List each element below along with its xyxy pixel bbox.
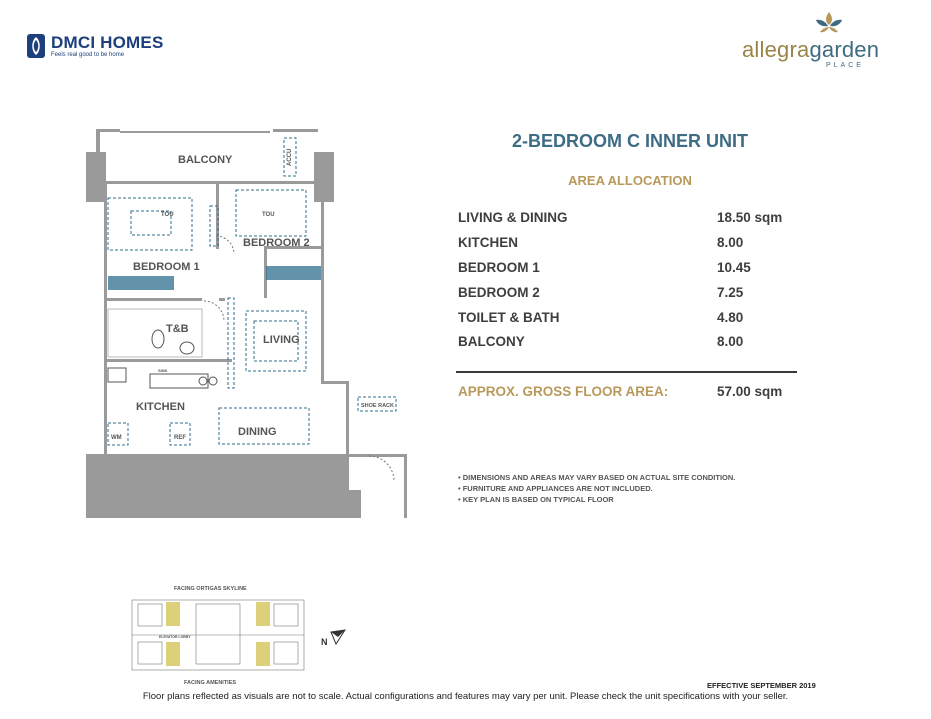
unit-floor-plan xyxy=(86,126,408,518)
key-plan xyxy=(126,586,316,686)
gross-floor-area-value: 57.00 sqm xyxy=(717,384,783,399)
area-label: BEDROOM 2 xyxy=(458,285,540,300)
area-row-bedroom1 xyxy=(458,260,798,278)
leaf-emblem-icon xyxy=(811,10,847,38)
north-label: N xyxy=(321,637,328,647)
gross-floor-area-row xyxy=(458,384,798,402)
area-label: BEDROOM 1 xyxy=(458,260,540,275)
bed1-tag-label: TOU xyxy=(161,212,174,218)
project-name xyxy=(742,37,879,63)
area-label: KITCHEN xyxy=(458,235,518,250)
note-furniture: • FURNITURE AND APPLIANCES ARE NOT INCLUDED. xyxy=(458,484,653,493)
key-plan-elevator-lobby: ELEVATOR LOBBY xyxy=(159,635,191,639)
sink-label: SINK xyxy=(158,368,168,373)
area-row-balcony xyxy=(458,334,798,352)
project-name-part1: allegra xyxy=(742,37,810,62)
area-value: 8.00 xyxy=(717,334,744,349)
bedroom2-label: BEDROOM 2 xyxy=(243,237,310,249)
effective-date: EFFECTIVE SEPTEMBER 2019 xyxy=(707,681,816,690)
north-arrow-icon xyxy=(321,628,347,650)
area-row-living-dining xyxy=(458,210,798,228)
note-dimensions: • DIMENSIONS AND AREAS MAY VARY BASED ON ACTUAL SITE CONDITION. xyxy=(458,473,736,482)
living-label: LIVING xyxy=(263,334,300,346)
area-value: 8.00 xyxy=(717,235,744,250)
dmci-emblem-icon xyxy=(26,33,46,59)
ref-label: REF xyxy=(174,435,186,441)
shoe-rack-label: SHOE RACK xyxy=(361,403,395,409)
area-row-bedroom2 xyxy=(458,285,798,303)
plan-labels xyxy=(111,149,394,441)
bed2-tag-label: TOU xyxy=(262,212,275,218)
area-value: 4.80 xyxy=(717,310,744,325)
area-value: 10.45 xyxy=(717,260,751,275)
allegra-garden-place-logo xyxy=(736,10,911,75)
wm-label: WM xyxy=(111,435,122,441)
key-plan-top-label: FACING ORTIGAS SKYLINE xyxy=(174,586,247,592)
kitchen-label: KITCHEN xyxy=(136,401,185,413)
area-label: TOILET & BATH xyxy=(458,310,560,325)
unit-title: 2-BEDROOM C INNER UNIT xyxy=(511,131,748,151)
plan-furniture xyxy=(108,138,396,445)
balcony-label: BALCONY xyxy=(178,154,233,166)
note-key-plan: • KEY PLAN IS BASED ON TYPICAL FLOOR xyxy=(458,495,614,504)
area-divider xyxy=(456,371,797,373)
dmci-homes-logo xyxy=(26,33,176,63)
gross-floor-area-label: APPROX. GROSS FLOOR AREA: xyxy=(458,384,669,399)
key-plan-bottom-label: FACING AMENITIES xyxy=(184,680,237,686)
area-value: 7.25 xyxy=(717,285,744,300)
bedroom1-label: BEDROOM 1 xyxy=(133,261,200,273)
area-value: 18.50 sqm xyxy=(717,210,783,225)
area-row-toilet-bath xyxy=(458,310,798,328)
acu-label: ACCU xyxy=(287,148,293,166)
project-name-part2: garden xyxy=(809,37,880,62)
area-allocation-heading: AREA ALLOCATION xyxy=(568,173,692,188)
area-row-kitchen xyxy=(458,235,798,253)
project-name-suffix: PLACE xyxy=(826,62,864,69)
tnb-label: T&B xyxy=(166,323,189,335)
area-label: BALCONY xyxy=(458,334,525,349)
disclaimer-text: Floor plans reflected as visuals are not to scale. Actual configurations and features may vary per unit. Please check the unit specifications with your seller. xyxy=(142,691,789,702)
developer-name: DMCI HOMES xyxy=(51,33,164,52)
area-label: LIVING & DINING xyxy=(458,210,568,225)
developer-tagline: Feels real good to be home xyxy=(51,52,125,58)
dining-label: DINING xyxy=(238,426,277,438)
